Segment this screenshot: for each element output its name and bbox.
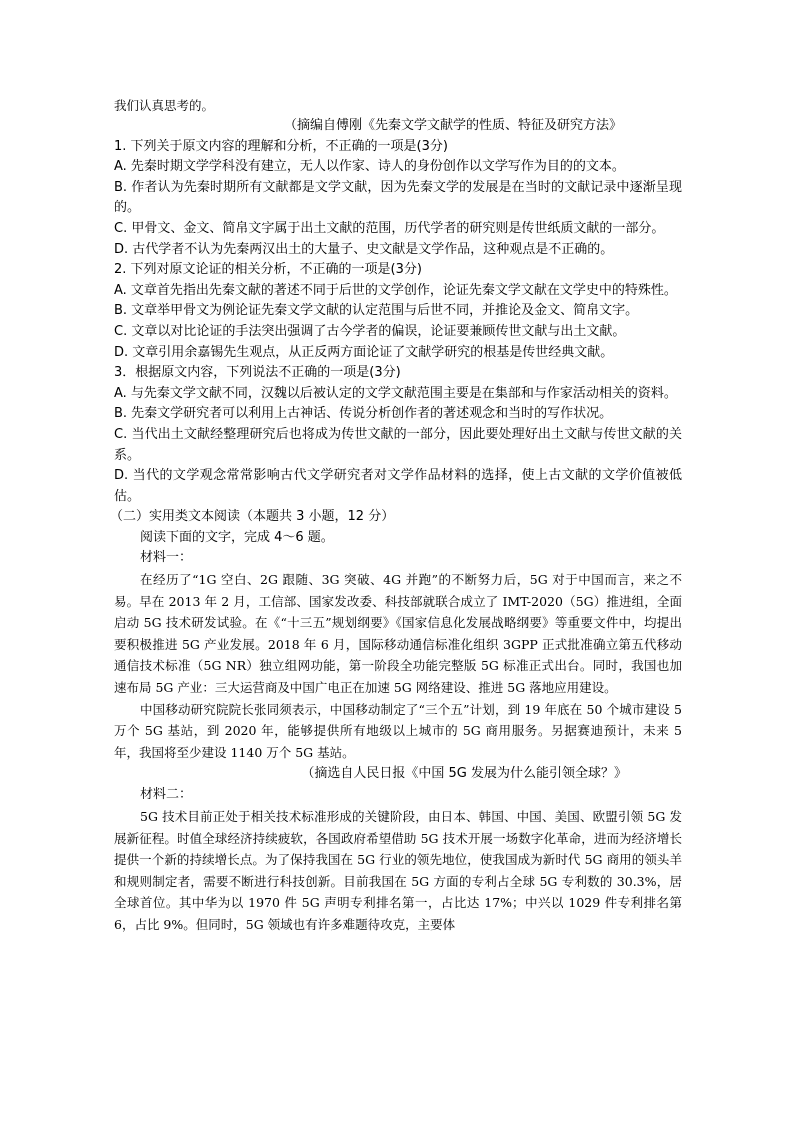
question-3 [114, 363, 682, 507]
option-a: A. 与先秦文学文献不同，汉魏以后被认定的文学文献范围主要是在集部和与作家活动相关的资料。 [114, 385, 677, 401]
option-c: C. 文章以对比论证的手法突出强调了古今学者的偏误，论证要兼顾传世文献与出土文献。 [114, 323, 626, 339]
question-stem: 2. 下列对原文论证的相关分析，不正确的一项是(3分) [114, 262, 422, 278]
option-b: B. 先秦文学研究者可以利用上古神话、传说分析创作者的著述观念和当时的写作状况。 [114, 406, 613, 422]
material-2-label: 材料二： [140, 787, 193, 803]
section-instruction: 阅读下面的文字，完成 4～6 题。 [140, 529, 334, 545]
material-1-label: 材料一： [140, 550, 193, 566]
continuation-line: 我们认真思考的。 [114, 98, 215, 113]
question-2 [114, 260, 682, 363]
option-b: B. 文章举甲骨文为例论证先秦文学文献的认定范围与后世不同，并推论及金文、简帛文字。 [114, 303, 639, 319]
question-1 [114, 137, 682, 261]
option-d: D. 当代的文学观念常常影响古代文学研究者对文学作品材料的选择，使上古文献的文学价值被低估。 [114, 468, 682, 504]
option-a: A. 先秦时期文学学科没有建立，无人以作家、诗人的身份创作以文学写作为目的的文本。 [114, 159, 625, 175]
question-stem: 3．根据原文内容，下列说法不正确的一项是(3分) [114, 365, 401, 381]
material-2-paragraph-1: 5G 技术目前正处于相关技术标准形成的关键阶段，由日本、韩国、中国、美国、欧盟引领 5G 发展新征程。时值全球经济持续疲软，各国政府希望借助 5G 技术开展一场数字化革命，进而为经济增长提供一个新的持续增长点。为了保持我国在 5G 行业的领先地位，使我国成为新时代 5G 商用的领头羊和规则制定者，需要不断进行科技创新。目前我国在 5G 方面的专利占全球 5G 专利数的 30.3%，居全球首位。其中华为以 1970 件 5G 声明专利排名第一，占比达 17%；中兴以 1029 件专利排名第 6，占比 9%。但同时，5G 领域也有许多难题待攻克，主要体 [114, 809, 682, 932]
section-heading: （二）实用类文本阅读（本题共 3 小题，12 分） [110, 509, 395, 525]
option-a: A. 文章首先指出先秦文献的著述不同于后世的文学创作，论证先秦文学文献在文学史中的特殊性。 [114, 282, 677, 298]
option-c: C. 当代出土文献经整理研究后也将成为传世文献的一部分，因此要处理好出土文献与传世文献的关系。 [114, 426, 682, 463]
source-citation: （摘编自傅刚《先秦文学文献学的性质、特征及研究方法》 [283, 118, 622, 133]
option-d: D. 古代学者不认为先秦两汉出土的大量子、史文献是文学作品，这种观点是不正确的。 [114, 241, 614, 257]
source-citation-2: （摘选自人民日报《中国 5G 发展为什么能引领全球？》 [301, 766, 627, 782]
material-1-paragraph-1: 在经历了“1G 空白、2G 跟随、3G 突破、4G 并跑”的不断努力后，5G 对于中国而言，来之不易。早在 2013 年 2 月，工信部、国家发改委、科技部就联合成立了 IMT-2020（5G）推进组，全面启动 5G 技术研发试验。在《“十三五”规划纲要》《国家信息化发展战略纲要》等重要文件中，均提出要积极推进 5G 产业发展。2018 年 6 月，国际移动通信标准化组织 3GPP 正式批准确立第五代移动通信技术标准（5G NR）独立组网功能，第一阶段全功能完整版 5G 标准正式出台。同时，我国也加速布局 5G 产业：三大运营商及中国广电正在加速 5G 网络建设、推进 5G 落地应用建设。 [114, 572, 682, 696]
option-d: D. 文章引用余嘉锡先生观点，从正反两方面论证了文献学研究的根基是传世经典文献。 [114, 344, 614, 360]
document-page [110, 96, 682, 936]
material-1-paragraph-2: 中国移动研究院院长张同须表示，中国移动制定了“三个五”计划，到 19 年底在 50 个城市建设 5 万个 5G 基站，到 2020 年，能够提供所有地级以上城市的 5G 商用服务。另据赛迪预计，未来 5 年，我国将至少建设 1140 万个 5G 基站。 [114, 701, 682, 760]
question-stem: 1. 下列关于原文内容的理解和分析，不正确的一项是(3分) [114, 138, 448, 154]
section-practical-reading [110, 507, 682, 935]
option-b: B. 作者认为先秦时期所有文献都是文学文献，因为先秦文学的发展是在当时的文献记录中逐渐呈现的。 [114, 179, 682, 216]
option-c: C. 甲骨文、金文、简帛文字属于出土文献的范围，历代学者的研究则是传世纸质文献的一部分。 [114, 220, 665, 236]
